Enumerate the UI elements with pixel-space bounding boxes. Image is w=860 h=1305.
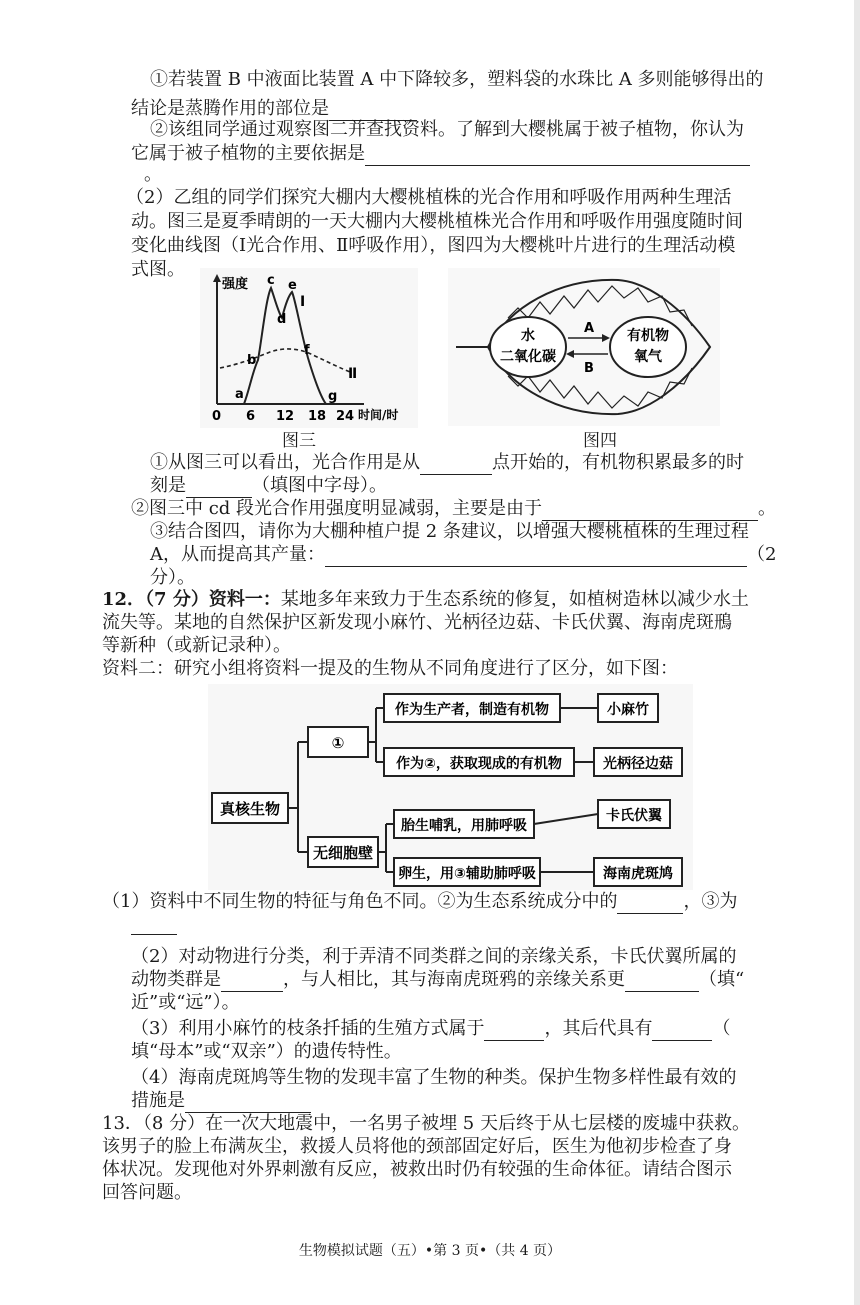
fig4-right-text-2: 氧气	[634, 349, 662, 365]
q12-line-2: 流失等。某地的自然保护区新发现小麻竹、光柄径边菇、卡氏伏翼、海南虎斑鳽	[102, 612, 732, 633]
right-ellipse	[610, 317, 686, 377]
figure-4-leaf-diagram	[448, 268, 720, 426]
q12-s2-text-c: ，与人相比，其与海南虎斑鸦的亲缘关系更	[283, 969, 625, 990]
fig3-point-label: c	[267, 273, 275, 288]
q12-s4-line-2	[131, 1089, 311, 1113]
fig4-right-text-1: 有机物	[627, 328, 669, 344]
fig3-curve2-label: Ⅱ	[348, 366, 358, 382]
fig3-xtick: 18	[308, 409, 327, 424]
q11-part2-line-1: （2）乙组的同学们探究大棚内大樱桃植株的光合作用和呼吸作用两种生理活	[126, 187, 732, 208]
q12-s1-text-b: ，③为	[683, 891, 738, 912]
q11-s1-text-a: ①从图三可以看出，光合作用是从	[150, 452, 420, 473]
box-c4-label: 卵生，用③辅助肺呼吸	[398, 866, 536, 882]
q12-s2-text-b: 动物类群是	[131, 969, 221, 990]
q12-heading: 12．（7 分）资料一：	[102, 589, 281, 610]
q12-s1-text-a: （1）资料中不同生物的特征与角色不同。②为生态系统成分中的	[102, 891, 618, 912]
q11-s1-line-2	[150, 474, 387, 498]
page-edge	[854, 0, 860, 1305]
page-footer: 生物模拟试题（五）•第 3 页•（共 4 页）	[298, 1243, 562, 1259]
q11-s3-line-3: 分）。	[150, 567, 195, 588]
q11-line-2-text: 结论是蒸腾作用的部位是	[131, 98, 329, 119]
fig4-arrow-b-label: B	[584, 361, 594, 376]
q12-line-1-text: 某地多年来致力于生态系统的修复，如植树造林以减少水土	[280, 589, 749, 610]
fig3-xtick: 24	[336, 409, 355, 424]
fig3-xtick: 6	[246, 409, 256, 424]
answer-blank	[652, 1020, 712, 1041]
box-1-label: ①	[331, 734, 345, 752]
answer-blank	[325, 546, 747, 567]
q11-line-5: 。	[144, 164, 162, 185]
answer-blank	[542, 500, 758, 521]
q11-s2-text-b: 。	[758, 498, 777, 519]
answer-blank	[185, 1092, 311, 1113]
q11-s3-text-c: （2	[747, 544, 777, 565]
left-ellipse	[490, 317, 566, 377]
q12-s2-text-d: （填“	[699, 969, 745, 990]
fig4-left-text-1: 水	[521, 328, 535, 344]
q12-line-3: 等新种（或新记录种）。	[102, 635, 291, 656]
box-c2-label: 作为②，获取现成的有机物	[396, 756, 562, 772]
q12-line-4: 资料二：研究小组将资料一提及的生物从不同角度进行了区分，如下图：	[102, 658, 678, 679]
box-2-label: 无细胞壁	[312, 844, 374, 862]
q11-s2-text-a: ②图三中 cd 段光合作用强度明显减弱，主要是由于	[131, 498, 543, 519]
q12-s4-text-b: 措施是	[131, 1090, 185, 1111]
figure-3-caption: 图三	[282, 431, 316, 451]
answer-blank	[131, 934, 177, 935]
fig3-point-label: d	[277, 312, 287, 327]
q12-s2-line-2	[131, 968, 744, 992]
box-c3-label: 胎生哺乳，用肺呼吸	[401, 818, 527, 834]
answer-blank	[186, 477, 252, 498]
answer-blank	[420, 454, 492, 475]
answer-blank	[221, 971, 283, 992]
q12-s1-line	[102, 890, 737, 914]
fig3-xlabel: 时间/时	[358, 408, 399, 422]
q11-line-3: ②该组同学通过观察图二并查找资料。了解到大樱桃属于被子植物，你认为	[150, 119, 744, 140]
q11-line-4	[131, 142, 750, 166]
q11-line-1: ①若装置 B 中液面比装置 A 中下降较多，塑料袋的水珠比 A 多则能够得出的	[150, 69, 764, 90]
box-root-label: 真核生物	[219, 800, 281, 818]
box-c1-label: 作为生产者，制造有机物	[395, 702, 549, 718]
q12-s3-text-b: ，其后代具有	[544, 1018, 653, 1039]
q13-line-2: 该男子的脸上布满灰尘，救援人员将他的颈部固定好后，医生为他初步检查了身	[102, 1136, 732, 1157]
q11-line-4-text: 它属于被子植物的主要依据是	[131, 143, 365, 164]
fig3-xtick: 0	[212, 409, 222, 424]
fig3-point-label: a	[235, 387, 244, 402]
figure-3-graph	[200, 268, 418, 428]
answer-blank	[365, 145, 750, 166]
q11-s3-line-1: ③结合图四，请你为大棚种植户提 2 条建议，以增强大樱桃植株的生理过程	[150, 521, 749, 542]
box-o2-label: 光柄径边菇	[603, 756, 673, 772]
classification-diagram	[208, 684, 693, 890]
fig4-left-text-2: 二氧化碳	[500, 349, 556, 365]
answer-blank	[484, 1020, 544, 1041]
q11-part2-line-4: 式图。	[131, 259, 185, 280]
fig3-xtick: 12	[276, 409, 295, 424]
box-o1-label: 小麻竹	[607, 702, 649, 718]
q12-s4-line-1: （4）海南虎斑鸠等生物的发现丰富了生物的种类。保护生物多样性最有效的	[131, 1067, 737, 1088]
answer-blank	[617, 893, 683, 914]
box-o3-label: 卡氏伏翼	[606, 808, 662, 824]
fig3-curve1-label: Ⅰ	[300, 294, 306, 310]
fig4-arrow-a-label: A	[584, 321, 595, 336]
q11-s1-text-b: 点开始的，有机物积累最多的时	[492, 452, 744, 473]
q11-s1-text-c: 刻是	[150, 475, 186, 496]
q12-line-1	[102, 588, 749, 612]
q12-s3-line-1	[131, 1017, 730, 1041]
q12-s3-text-a: （3）利用小麻竹的枝条扦插的生殖方式属于	[131, 1018, 485, 1039]
fig3-point-label: g	[328, 389, 338, 404]
fig3-point-label: b	[247, 353, 257, 368]
fig3-ylabel: 强度	[222, 277, 249, 292]
answer-blank	[625, 971, 699, 992]
q11-part2-line-3: 变化曲线图（Ⅰ光合作用、Ⅱ呼吸作用），图四为大樱桃叶片进行的生理活动模	[131, 235, 736, 256]
box-o4-label: 海南虎斑鸠	[603, 866, 673, 882]
q12-s3-line-2: 填“母本”或“双亲”）的遗传特性。	[131, 1041, 402, 1062]
q12-s2-line-3: 近”或“远”）。	[131, 992, 240, 1013]
q11-s3-text-b: A，从而提高其产量：	[150, 544, 325, 565]
q11-s2-line	[131, 497, 776, 521]
fig3-point-label: f	[304, 343, 310, 358]
q11-s1-line-1	[150, 451, 744, 475]
q13-line-4: 回答问题。	[102, 1182, 192, 1203]
q12-s2-line-1: （2）对动物进行分类，利于弄清不同类群之间的亲缘关系，卡氏伏翼所属的	[131, 946, 737, 967]
q11-part2-line-2: 动。图三是夏季晴朗的一天大棚内大樱桃植株光合作用和呼吸作用强度随时间	[131, 211, 743, 232]
q12-s3-text-c: （	[712, 1018, 731, 1039]
q13-line-3: 体状况。发现他对外界刺激有反应，被救出时仍有较强的生命体征。请结合图示	[102, 1159, 732, 1180]
q13-line-1: 13．（8 分）在一次大地震中，一名男子被埋 5 天后终于从七层楼的废墟中获救。	[102, 1113, 750, 1134]
figure-4-caption: 图四	[583, 431, 617, 451]
q11-s1-text-d: （填图中字母）。	[252, 475, 387, 496]
q11-s3-line-2	[150, 543, 776, 567]
fig3-point-label: e	[288, 278, 297, 293]
